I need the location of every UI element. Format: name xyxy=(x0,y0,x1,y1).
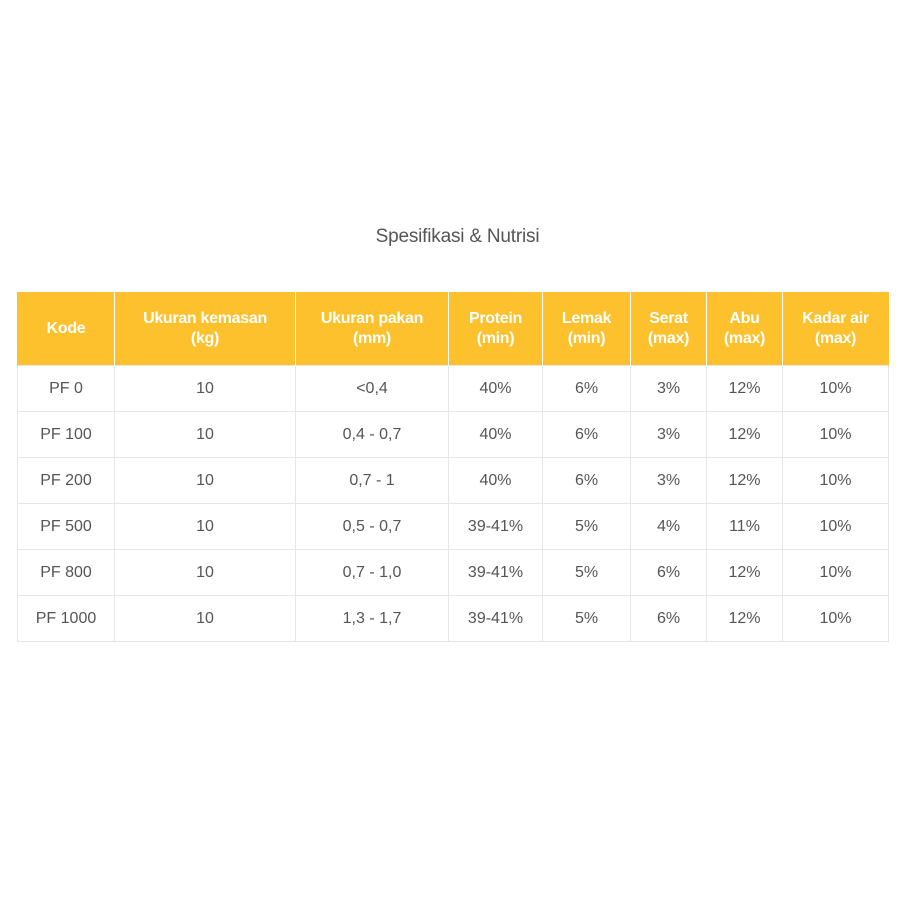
cell-lemak: 5% xyxy=(543,596,631,642)
cell-serat: 6% xyxy=(631,596,707,642)
column-header-label: Serat xyxy=(649,309,688,327)
cell-lemak: 6% xyxy=(543,458,631,504)
column-header-kode xyxy=(18,292,115,366)
cell-abu: 12% xyxy=(707,458,783,504)
cell-abu: 12% xyxy=(707,596,783,642)
column-header-label: Lemak xyxy=(561,309,612,327)
cell-ukuran-kemasan: 10 xyxy=(115,366,296,412)
cell-kode: PF 0 xyxy=(18,366,115,412)
column-header-label: Protein xyxy=(468,309,523,327)
column-header-label: Abu xyxy=(729,309,760,327)
column-header-unit: (max) xyxy=(647,329,690,347)
cell-ukuran-kemasan: 10 xyxy=(115,504,296,550)
column-header-unit: (max) xyxy=(814,329,857,347)
column-header-label: Ukuran pakan xyxy=(320,309,424,327)
cell-kode: PF 800 xyxy=(18,550,115,596)
cell-lemak: 5% xyxy=(543,504,631,550)
cell-ukuran-kemasan: 10 xyxy=(115,458,296,504)
column-header-unit: (min) xyxy=(567,329,606,347)
column-header-abu xyxy=(707,292,783,366)
table-row xyxy=(18,504,889,550)
cell-kadar-air: 10% xyxy=(783,596,889,642)
cell-serat: 3% xyxy=(631,366,707,412)
cell-abu: 11% xyxy=(707,504,783,550)
cell-lemak: 6% xyxy=(543,366,631,412)
cell-kadar-air: 10% xyxy=(783,458,889,504)
cell-protein: 40% xyxy=(449,458,543,504)
column-header-ukuran-kemasan xyxy=(115,292,296,366)
cell-protein: 39-41% xyxy=(449,596,543,642)
column-header-unit: (min) xyxy=(476,329,515,347)
cell-kadar-air: 10% xyxy=(783,550,889,596)
column-header-label: Kode xyxy=(46,319,86,337)
column-header-unit: (kg) xyxy=(190,329,220,347)
cell-kadar-air: 10% xyxy=(783,504,889,550)
table-header-row xyxy=(18,292,889,366)
cell-kadar-air: 10% xyxy=(783,366,889,412)
column-header-unit: (max) xyxy=(723,329,766,347)
cell-protein: 39-41% xyxy=(449,550,543,596)
column-header-protein xyxy=(449,292,543,366)
cell-ukuran-pakan: 1,3 - 1,7 xyxy=(296,596,449,642)
cell-serat: 6% xyxy=(631,550,707,596)
cell-ukuran-kemasan: 10 xyxy=(115,596,296,642)
cell-kode: PF 500 xyxy=(18,504,115,550)
column-header-serat xyxy=(631,292,707,366)
column-header-kadar-air xyxy=(783,292,889,366)
cell-kode: PF 100 xyxy=(18,412,115,458)
column-header-ukuran-pakan xyxy=(296,292,449,366)
column-header-label: Ukuran kemasan xyxy=(143,309,267,327)
cell-serat: 3% xyxy=(631,412,707,458)
table-row xyxy=(18,596,889,642)
cell-lemak: 5% xyxy=(543,550,631,596)
cell-ukuran-pakan: <0,4 xyxy=(296,366,449,412)
cell-abu: 12% xyxy=(707,550,783,596)
cell-ukuran-pakan: 0,7 - 1 xyxy=(296,458,449,504)
table-row xyxy=(18,458,889,504)
column-header-label: Kadar air xyxy=(802,309,869,327)
table-row xyxy=(18,412,889,458)
cell-serat: 4% xyxy=(631,504,707,550)
cell-ukuran-kemasan: 10 xyxy=(115,550,296,596)
cell-ukuran-pakan: 0,4 - 0,7 xyxy=(296,412,449,458)
cell-protein: 39-41% xyxy=(449,504,543,550)
cell-protein: 40% xyxy=(449,366,543,412)
cell-kode: PF 1000 xyxy=(18,596,115,642)
cell-serat: 3% xyxy=(631,458,707,504)
cell-kode: PF 200 xyxy=(18,458,115,504)
spec-nutrition-table xyxy=(17,292,889,642)
table-row xyxy=(18,550,889,596)
table-row xyxy=(18,366,889,412)
cell-abu: 12% xyxy=(707,412,783,458)
column-header-unit: (mm) xyxy=(353,329,391,347)
cell-ukuran-pakan: 0,5 - 0,7 xyxy=(296,504,449,550)
page-title: Spesifikasi & Nutrisi xyxy=(375,226,540,247)
cell-protein: 40% xyxy=(449,412,543,458)
cell-kadar-air: 10% xyxy=(783,412,889,458)
cell-ukuran-pakan: 0,7 - 1,0 xyxy=(296,550,449,596)
cell-ukuran-kemasan: 10 xyxy=(115,412,296,458)
column-header-lemak xyxy=(543,292,631,366)
cell-lemak: 6% xyxy=(543,412,631,458)
cell-abu: 12% xyxy=(707,366,783,412)
